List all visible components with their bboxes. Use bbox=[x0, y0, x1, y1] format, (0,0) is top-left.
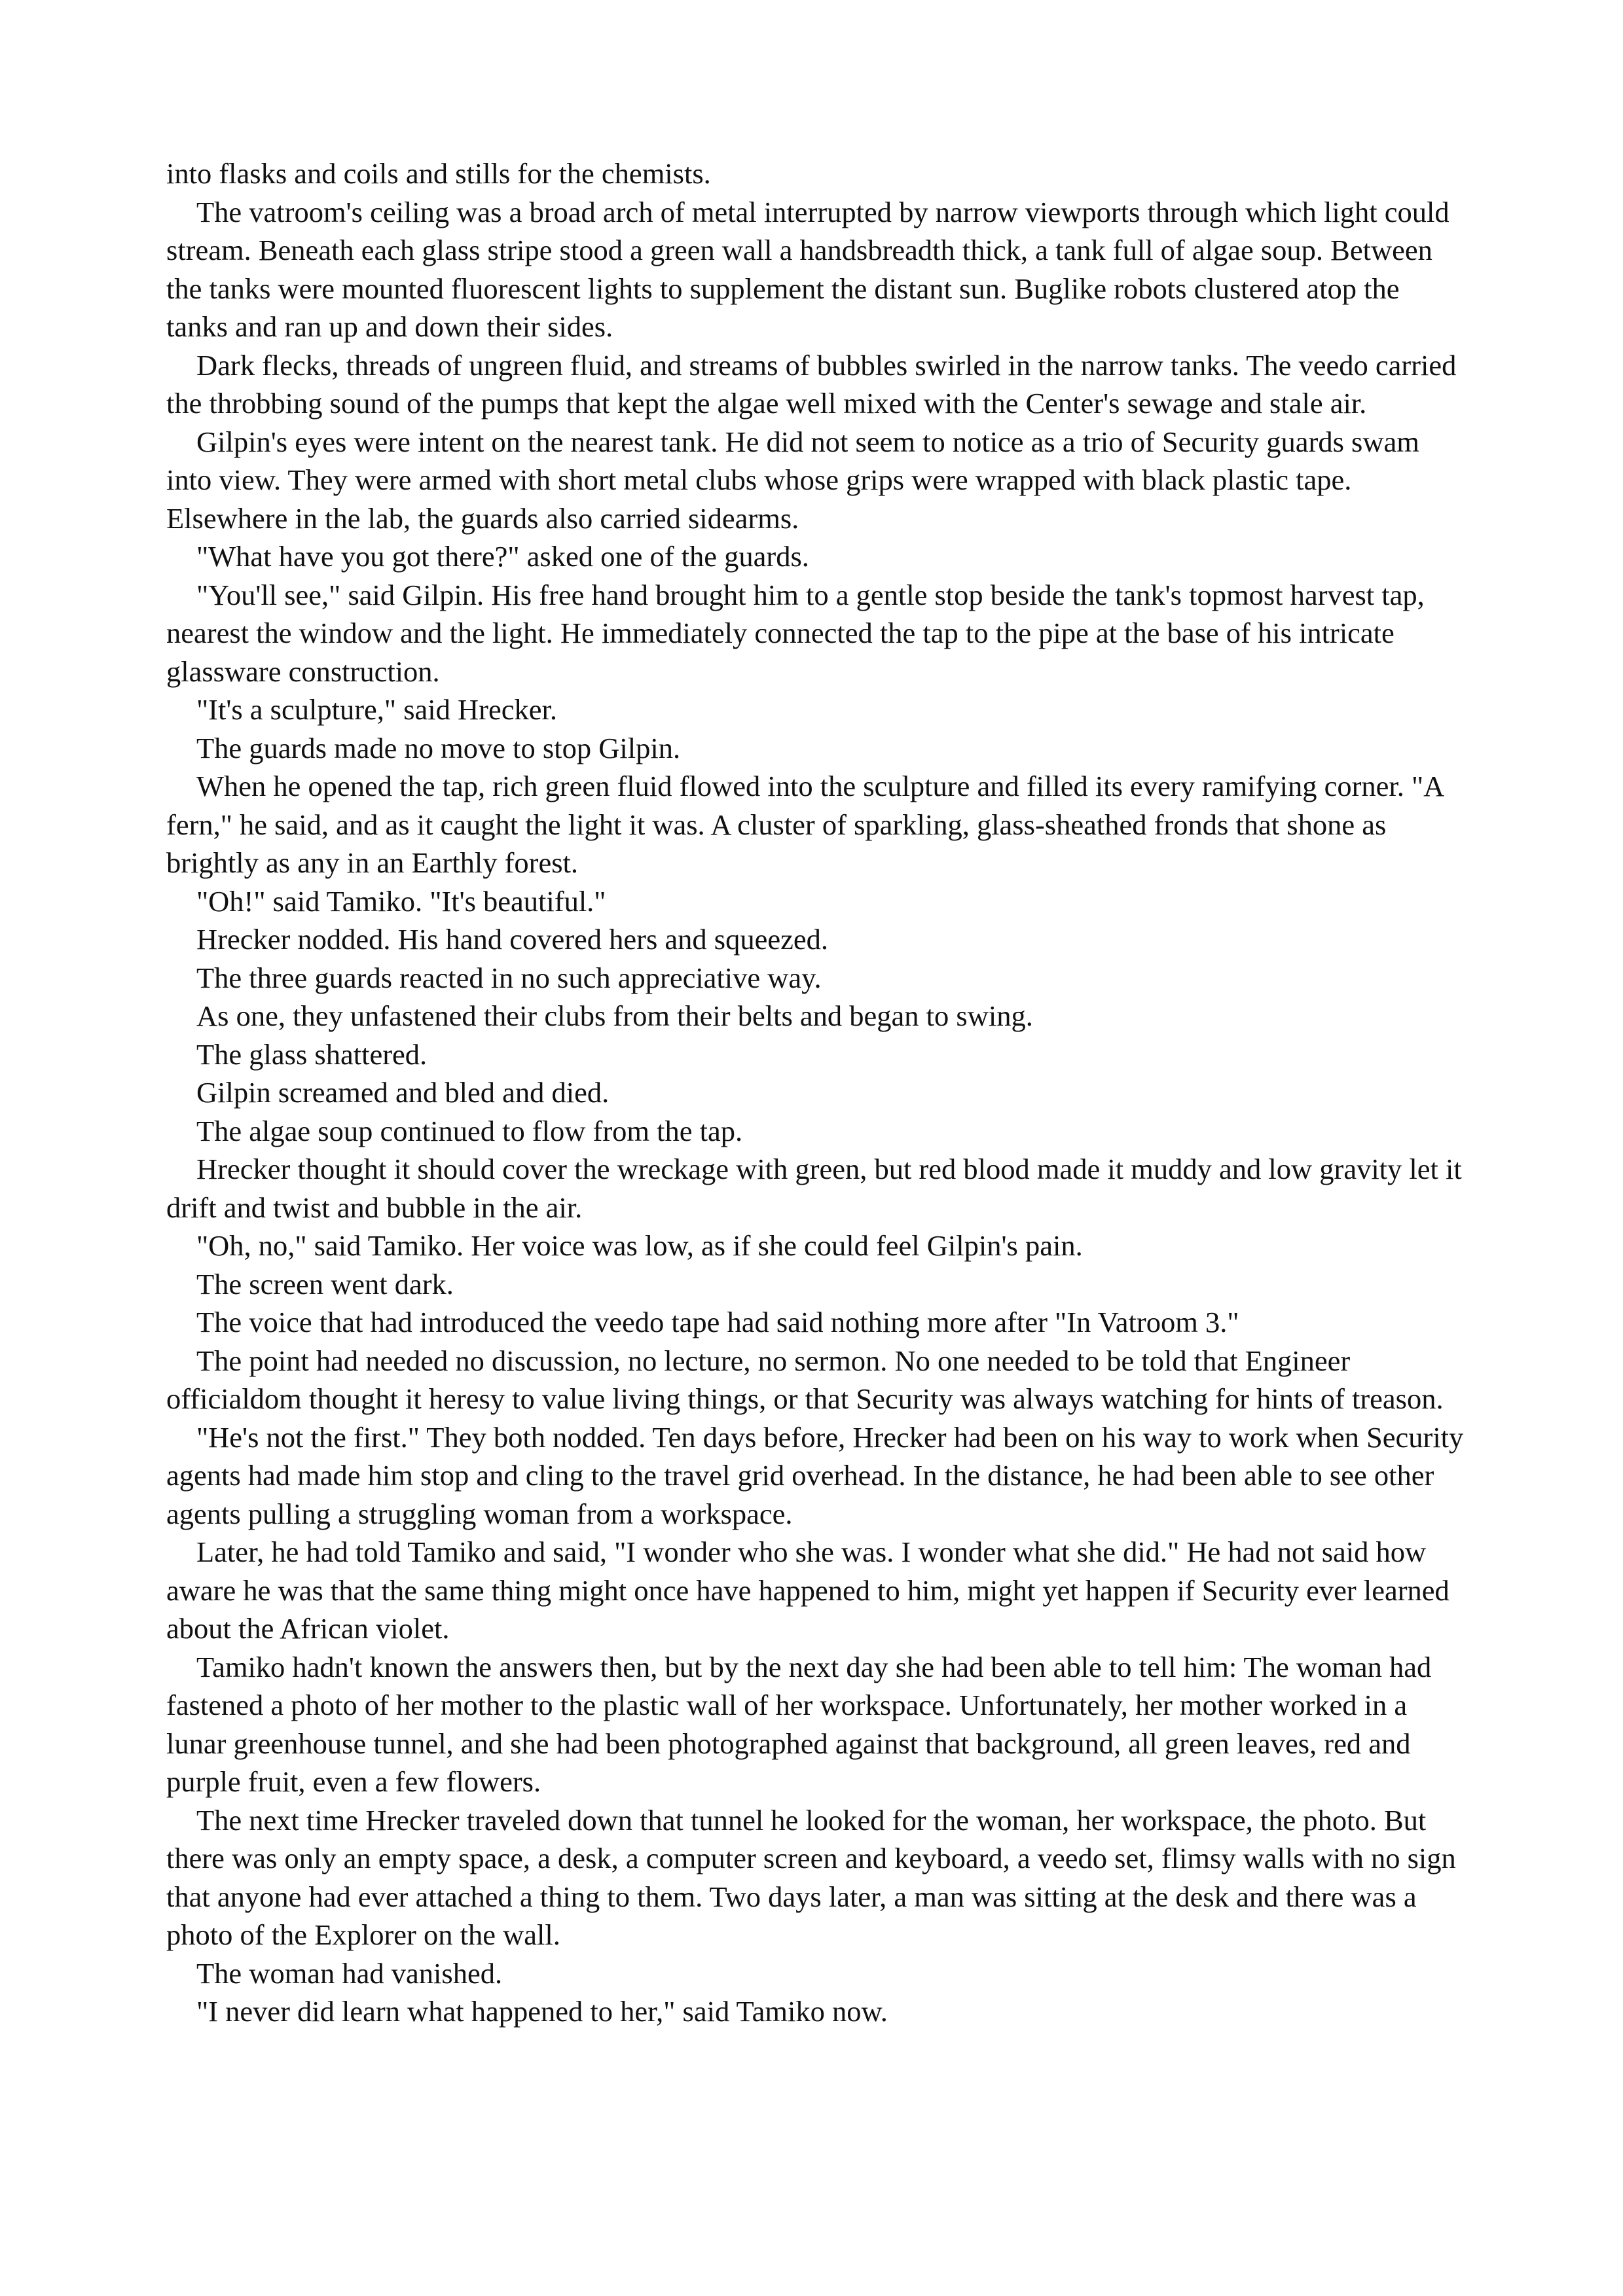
paragraph: The algae soup continued to flow from the tap. bbox=[196, 1114, 743, 1147]
paragraph: The next time Hrecker traveled down that tunnel he looked for the woman, her workspace, the photo. But there was only an empty space, a desk, a computer screen and keyboard, a veedo set, flimsy walls with no sign that anyone had ever attached a thing to them. Two days later, a man was sitting at the desk and there was a photo of the Explorer on the wall. bbox=[166, 1803, 1456, 1951]
paragraph: "What have you got there?" asked one of the guards. bbox=[196, 540, 809, 573]
paragraph-continuation: into flasks and coils and stills for the chemists. bbox=[166, 157, 711, 190]
paragraph: The woman had vanished. bbox=[196, 1956, 503, 1990]
paragraph: The vatroom's ceiling was a broad arch of metal interrupted by narrow viewports through which light could stream. Beneath each glass stripe stood a green wall a handsbreadth thick, a tank full of algae soup. Between the tanks were mounted fluorescent lights to supplement the distant sun. Buglike robots clustered atop the tanks and ran up and down their sides. bbox=[166, 195, 1450, 343]
paragraph: When he opened the tap, rich green fluid flowed into the sculpture and filled its every ramifying corner. "A fern," he said, and as it caught the light it was. A cluster of sparkling, glass-sheathed fronds that shone as brightly as any in an Earthly forest. bbox=[166, 770, 1443, 879]
paragraph: "Oh, no," said Tamiko. Her voice was low, as if she could feel Gilpin's pain. bbox=[196, 1229, 1083, 1262]
paragraph: As one, they unfastened their clubs from their belts and began to swing. bbox=[196, 999, 1033, 1032]
paragraph: The screen went dark. bbox=[196, 1267, 454, 1300]
paragraph: "It's a sculpture," said Hrecker. bbox=[196, 693, 557, 726]
paragraph: Dark flecks, threads of ungreen fluid, and streams of bubbles swirled in the narrow tanks. The veedo carried the throbbing sound of the pumps that kept the algae well mixed with the Center's sewage and stale air. bbox=[166, 348, 1457, 420]
paragraph: "You'll see," said Gilpin. His free hand brought him to a gentle stop beside the tank's topmost harvest tap, nearest the window and the light. He immediately connected the tap to the pipe at the base of his intricate glassware construction. bbox=[166, 578, 1425, 688]
document-page bbox=[166, 154, 1466, 2031]
paragraph: Gilpin screamed and bled and died. bbox=[196, 1076, 610, 1109]
paragraph: The three guards reacted in no such appreciative way. bbox=[196, 961, 822, 994]
paragraph: The voice that had introduced the veedo tape had said nothing more after "In Vatroom 3." bbox=[196, 1306, 1239, 1338]
paragraph: "I never did learn what happened to her," said Tamiko now. bbox=[196, 1995, 888, 2028]
paragraph: Hrecker nodded. His hand covered hers and squeezed. bbox=[196, 923, 829, 956]
paragraph: The guards made no move to stop Gilpin. bbox=[196, 731, 681, 764]
paragraph: The point had needed no discussion, no lecture, no sermon. No one needed to be told that Engineer officialdom thought it heresy to value living things, or that Security was always watching for hints of treason. bbox=[166, 1344, 1444, 1415]
paragraph: Tamiko hadn't known the answers then, but by the next day she had been able to tell him: The woman had fastened a photo of her mother to the plastic wall of her workspace. Unfortunately, her mother worked in a lunar greenhouse tunnel, and she had been photographed against that background, all green leaves, red and purple fruit, even a few flowers. bbox=[166, 1650, 1432, 1798]
paragraph: The glass shattered. bbox=[196, 1037, 428, 1071]
paragraph: Later, he had told Tamiko and said, "I wonder who she was. I wonder what she did." He had not said how aware he was that the same thing might once have happened to him, might yet happen if Security ever learned about the African violet. bbox=[166, 1535, 1450, 1645]
paragraph: Hrecker thought it should cover the wreckage with green, but red blood made it muddy and low gravity let it drift and twist and bubble in the air. bbox=[166, 1153, 1462, 1224]
paragraph: "He's not the first." They both nodded. Ten days before, Hrecker had been on his way to work when Security agents had made him stop and cling to the travel grid overhead. In the distance, he had been able to see other agents pulling a struggling woman from a workspace. bbox=[166, 1420, 1464, 1530]
paragraph: Gilpin's eyes were intent on the nearest tank. He did not seem to notice as a trio of Security guards swam into view. They were armed with short metal clubs whose grips were wrapped with black plastic tape. Elsewhere in the lab, the guards also carried sidearms. bbox=[166, 425, 1419, 535]
paragraph: "Oh!" said Tamiko. "It's beautiful." bbox=[196, 884, 606, 918]
